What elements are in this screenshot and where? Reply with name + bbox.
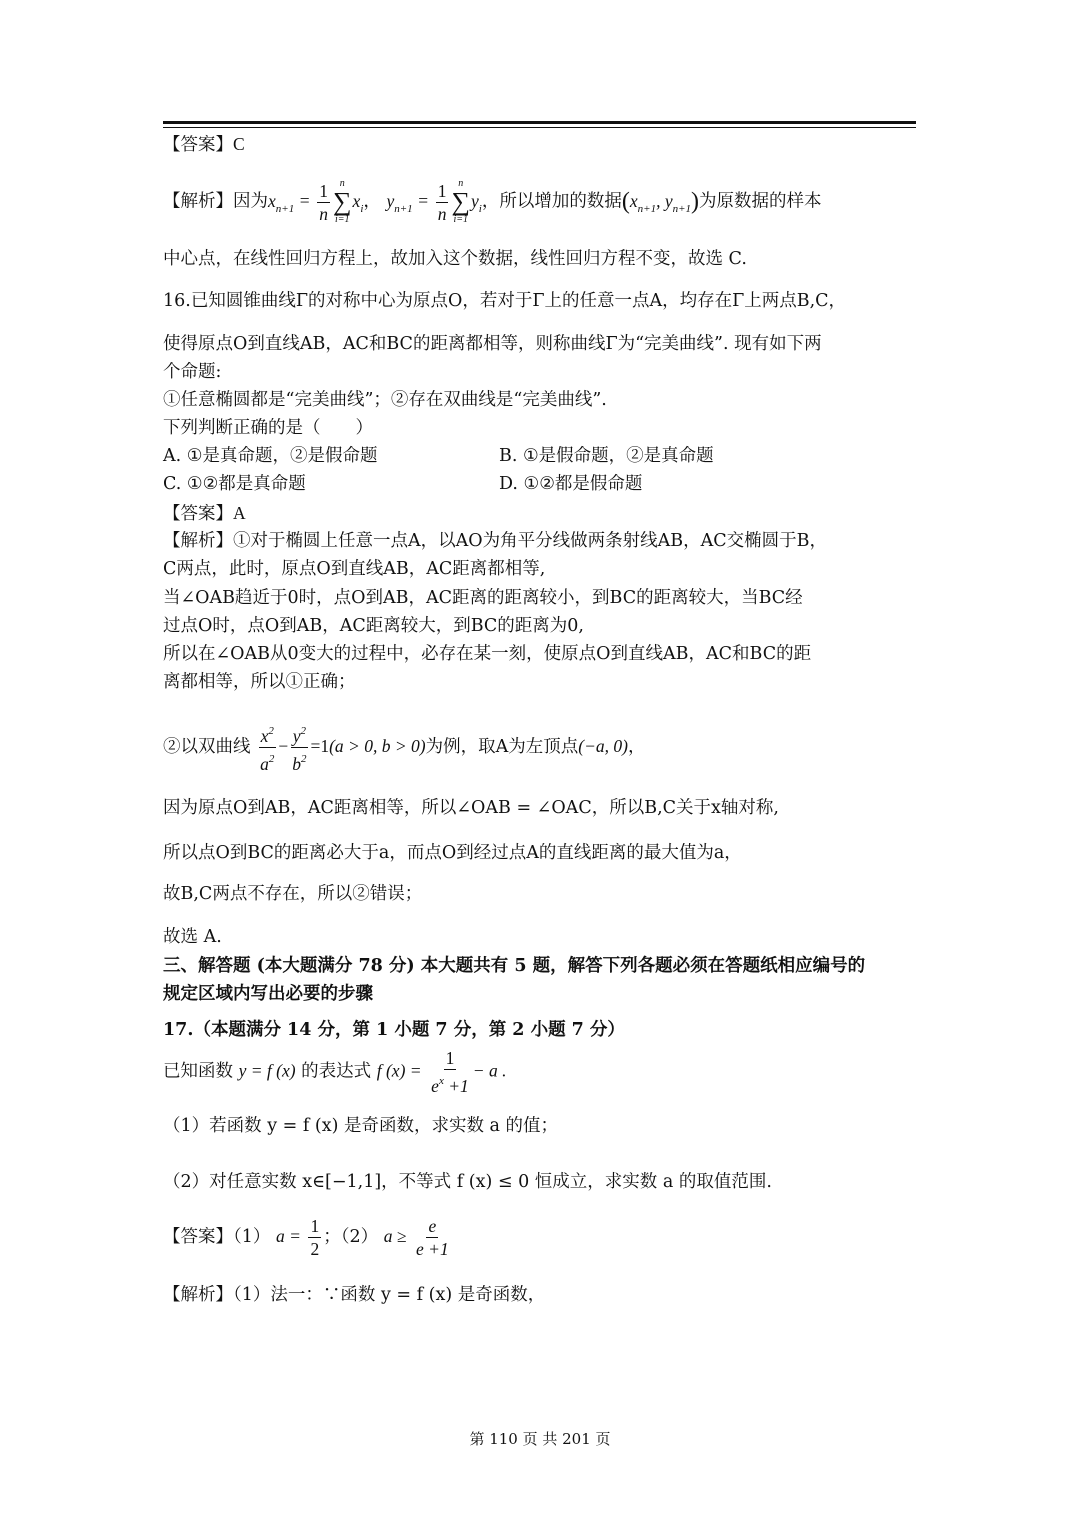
q16-options-row2 [163,472,923,496]
analysis-text: ，所以增加的数据 [481,191,622,212]
analysis-16-line11: 故选 A. [163,927,222,947]
q17-stem [163,1047,923,1097]
option-a: A. ①是真命题，②是假命题 [163,446,378,466]
analysis-label: 【解析】 [163,1285,233,1305]
analysis-text: 因为 [233,191,268,212]
formula-new-point: $x_{n+1}$, $y_{n+1}$ [629,190,692,215]
q17-part1: （1）若函数 y = f (x) 是奇函数，求实数 a 的值； [163,1116,559,1136]
q17-text: 已知函数 [163,1061,233,1082]
fraction-1-over-2: $\frac{1}{2}$ [310,1216,320,1259]
q17-part2: （2）对任意实数 x∈[−1,1]，不等式 f (x) ≤ 0 恒成立，求实数 a 的取值范围. [163,1172,772,1192]
formula-y-n1: $y_{n+1}$ [386,190,413,215]
answer-label: 【答案】 [163,504,233,524]
analysis-text: ， [363,191,381,212]
analysis-15-line1: 【解析】因为$x_{n+1}$ = $\frac{1}{n}$ n ∑ i=1 $x_i$， $y_{n+1}$ = $\frac{1}{n}$ n ∑ i=1 $y_i$，所以增加的数据($x_{n+1}$, $y_{n+1}$)为原数据的样本 [163,178,822,225]
page-footer: 第 110 页 共 201 页 [469,1430,611,1448]
answer-text: ；（2） [323,1227,379,1247]
analysis-16-line10: 故B,C两点不存在，所以②错误； [163,884,423,904]
analysis-16-line6: 离都相等，所以①正确； [163,672,356,692]
analysis-label: 【解析】 [163,531,233,551]
fraction-1-over-n: $\frac{1}{n}$ [437,180,447,224]
fraction-1-over-n: $\frac{1}{n}$ [319,180,328,224]
answer-16 [163,501,923,526]
analysis-16-line8: 因为原点O到AB，AC距离相等，所以∠OAB = ∠OAC，所以B,C关于x轴对称, [163,798,779,818]
analysis-16-line5: 所以在∠OAB从0变大的过程中，必存在某一刻，使原点O到直线AB，AC和BC的距 [163,644,812,664]
answer-text: （1） [233,1227,271,1247]
option-d: D. ①②都是假命题 [499,474,643,494]
formula-y-fx: y = f (x) [238,1060,296,1081]
formula-tail: − a . [472,1060,507,1081]
answer-label: 【答案】 [163,1227,233,1247]
analysis-15-line2: 中心点，在线性回归方程上，故加入这个数据，线性回归方程不变，故选 C. [163,249,747,269]
option-c: C. ①②都是真命题 [163,474,306,494]
analysis-text: （1）法一：∵函数 y = f (x) 是奇函数， [233,1285,546,1305]
formula-x-n1: $x_{n+1}$ [268,190,295,215]
left-vertex: (−a, 0) [578,736,628,756]
analysis-17 [163,1283,923,1307]
analysis-text: ①对于椭圆上任意一点A，以AO为角平分线做两条射线AB，AC交椭圆于B， [233,531,828,551]
analysis-text: 为原数据的样本 [699,191,822,212]
analysis-text: ， [627,737,646,757]
condition-ab: (a > 0, b > 0) [329,736,426,756]
header-rule-thin [163,127,916,128]
answer-value: C [233,134,245,154]
formula-a-eq: a = [275,1226,301,1246]
answer-17 [163,1215,923,1260]
analysis-text: 为例，取A为左顶点 [425,737,579,757]
q16-line5: 下列判断正确的是（ ） [163,418,373,438]
q16-line4: ①任意椭圆都是“完美曲线”；②存在双曲线是“完美曲线”. [163,390,607,410]
analysis-16-line2: C两点，此时，原点O到直线AB，AC距离都相等, [163,559,546,579]
analysis-16-line4: 过点O时，点O到AB，AC距离较大，到BC的距离为0, [163,616,584,636]
header-rule-thick [163,121,916,124]
analysis-text: ②以双曲线 [163,737,251,757]
answer-label: 【答案】 [163,135,233,155]
section3-heading-line2: 规定区域内写出必要的步骤 [163,984,373,1004]
section3-heading-line1: 三、解答题 (本大题满分 78 分) 本大题共有 5 题，解答下列各题必须在答题纸相应编号的 [163,956,866,976]
q16-line1: 16.已知圆锥曲线Γ的对称中心为原点O，若对于Γ上的任意一点A，均存在Γ上两点B,C， [163,291,847,311]
sum-sign: n ∑ i=1 [451,178,471,225]
q16-options-row1 [163,444,923,468]
fraction-1-over-ex-plus-1: $\frac{1}{e^x +1}$ [431,1048,469,1096]
fraction-y2-b2: $\frac{y^2}{b^2}$ [290,720,308,775]
q16-line2: 使得原点O到直线AB，AC和BC的距离都相等，则称曲线Γ为“完美曲线”. 现有如下两 [163,334,822,354]
answer-value: A [233,503,246,523]
analysis-label: 【解析】 [163,191,233,212]
q17-text: 的表达式 [301,1061,372,1082]
formula-a-ge: a ≥ [383,1226,407,1246]
sum-sign: n ∑ i=1 [333,178,352,225]
q17-title: 17.（本题满分 14 分，第 1 小题 7 分，第 2 小题 7 分） [163,1020,625,1040]
equation-rhs: =1 [310,736,330,756]
analysis-16-line1 [163,529,923,553]
fraction-e-over-e-plus-1: $\frac{e}{e +1}$ [416,1216,449,1259]
analysis-16-line9: 所以点O到BC的距离必大于a，而点O到经过点A的直线距离的最大值为a， [163,843,742,863]
analysis-16-line7: ②以双曲线 $\frac{x^2}{a^2}$ − $\frac{y^2}{b^2}$ =1(a > 0, b > 0)为例，取A为左顶点(−a, 0)， [163,720,923,775]
option-b: B. ①是假命题，②是真命题 [499,446,714,466]
analysis-16-line3: 当∠OAB趋近于0时，点O到AB，AC距离的距离较小，到BC的距离较大，当BC经 [163,588,803,608]
fraction-x2-a2: $\frac{x^2}{a^2}$ [258,720,276,775]
q16-line3: 个命题: [163,362,222,382]
answer-15 [163,132,923,157]
formula-fx-lhs: f (x) = [376,1060,422,1081]
